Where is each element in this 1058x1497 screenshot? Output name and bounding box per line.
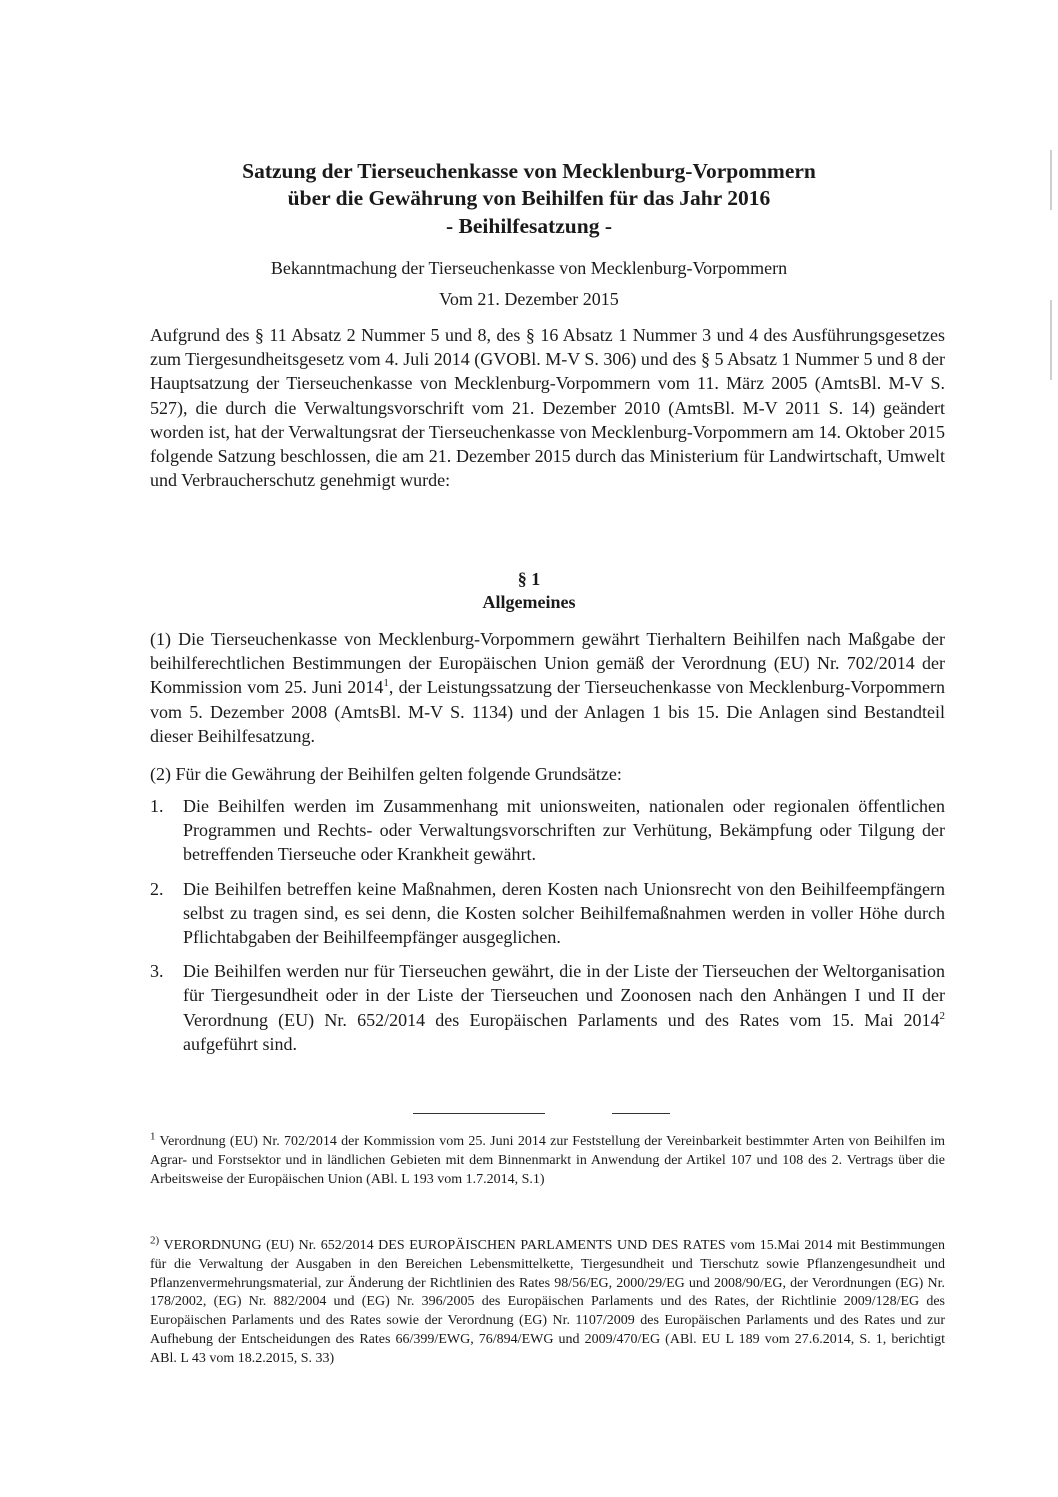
footnote-separator xyxy=(612,1113,670,1114)
list-item-text-b: aufgeführt sind. xyxy=(183,1033,297,1054)
paragraph-2: (2) Für die Gewährung der Beihilfen gelten folgende Grundsätze: xyxy=(150,764,622,784)
paragraph-1-text-a: (1) Die Tierseuchenkasse von Mecklenburg-Vorpommern gewährt Tierhaltern Beihilfen nach Maßgabe der beihilferechtlichen Bestimmungen der Europäischen Union gemäß der Verordnung (EU) Nr. 702/2014 der Kommission vom 25. Juni 2014 xyxy=(150,629,945,698)
paragraph-1-text-b: , der Leistungssatzung der Tierseuchenkasse von Mecklenburg-Vorpommern vom 5. Dezember 2008 (AmtsBl. M-V S. 1134) und der Anlagen 1 bis 15. Die Anlagen sind Bestandteil dieser Beihilfesatzung. xyxy=(150,677,945,746)
list-item-number: 1. xyxy=(150,796,164,816)
paragraph-1 xyxy=(150,627,945,748)
list-item-text: Die Beihilfen betreffen keine Maßnahmen, deren Kosten nach Unionsrecht von den Beihilfeempfängern selbst zu tragen sind, es sei denn, die Kosten solcher Beihilfemaßnahmen werden in voller Höhe durch Pflichtabgaben der Beihilfeempfänger ausgeglichen. xyxy=(183,878,945,948)
list-item-text: Die Beihilfen werden im Zusammenhang mit unionsweiten, nationalen oder regionalen öffentlichen Programmen und Rechts- oder Verwaltungsvorschriften zur Verhütung, Bekämpfung oder Tilgung der betreffenden Tierseuche oder Krankheit gewährt. xyxy=(183,796,945,865)
footnote-2-mark: 2) xyxy=(150,1234,160,1247)
list-item-text xyxy=(183,959,945,1056)
preamble: Aufgrund des § 11 Absatz 2 Nummer 5 und 8, des § 16 Absatz 1 Nummer 3 und 4 des Ausführungsgesetzes zum Tiergesundheitsgesetz vom 4. Juli 2014 (GVOBl. M-V S. 306) und des § 5 Absatz 1 Nummer 5 und 8 der Hauptsatzung der Tierseuchenkasse von Mecklenburg-Vorpommern vom 11. März 2005 (AmtsBl. M-V S. 527), die durch die Verwaltungsvorschrift vom 21. Dezember 2010 (AmtsBl. M-V 2011 S. 14) geändert worden ist, hat der Verwaltungsrat der Tierseuchenkasse von Mecklenburg-Vorpommern am 14. Oktober 2015 folgende Satzung beschlossen, die am 21. Dezember 2015 durch das Ministerium für Landwirtschaft, Umwelt und Verbraucherschutz genehmigt wurde: xyxy=(150,325,945,491)
footnote-1 xyxy=(150,1130,945,1189)
list-item xyxy=(150,794,945,867)
footnote-separator xyxy=(413,1113,545,1114)
title-line-3: - Beihilfesatzung - xyxy=(445,214,613,238)
principles-list xyxy=(150,794,945,1056)
footnote-1-text: Verordnung (EU) Nr. 702/2014 der Kommission vom 25. Juni 2014 zur Feststellung der Vereinbarkeit bestimmter Arten von Beihilfen im Agrar- und Forstsektor und in ländlichen Gebieten mit dem Binnenmarkt in Anwendung der Artikel 107 und 108 des 2. Vertrags über die Arbeitsweise der Europäischen Union (ABl. L 193 vom 1.7.2014, S.1) xyxy=(150,1134,945,1187)
list-item xyxy=(150,959,945,1056)
list-item-number: 3. xyxy=(150,961,164,982)
scan-edge-mark xyxy=(1050,300,1052,380)
footnote-2 xyxy=(150,1234,945,1369)
footnote-1-mark: 1 xyxy=(150,1130,156,1143)
footnote-ref-2: 2 xyxy=(939,1009,945,1022)
list-item-text-a: Die Beihilfen werden nur für Tierseuchen gewährt, die in der Liste der Tierseuchen der Weltorganisation für Tiergesundheit oder in der Liste der Tierseuchen und Zoonosen nach den Anhängen I und II der Verordnung (EU) Nr. 652/2014 des Europäischen Parlaments und des Rates vom 15. Mai 2014 xyxy=(183,961,945,1030)
title-line-2: über die Gewährung von Beihilfen für das Jahr 2016 xyxy=(287,186,771,210)
section-number: § 1 xyxy=(517,569,541,589)
list-item xyxy=(150,877,945,950)
title-line-1: Satzung der Tierseuchenkasse von Mecklenburg-Vorpommern xyxy=(242,159,816,183)
document-date: Vom 21. Dezember 2015 xyxy=(439,289,619,309)
footnote-ref-1: 1 xyxy=(383,677,389,690)
announcement: Bekanntmachung der Tierseuchenkasse von Mecklenburg-Vorpommern xyxy=(270,258,788,278)
footnote-2-text: VERORDNUNG (EU) Nr. 652/2014 DES EUROPÄISCHEN PARLAMENTS UND DES RATES vom 15.Mai 2014 mit Bestimmungen für die Verwaltung der Ausgaben in den Bereichen Lebensmittelkette, Tiergesundheit und Tierschutz sowie Pflanzengesundheit und Pflanzenvermehrungsmaterial, zur Änderung der Richtlinien des Rates 98/56/EG, 2000/29/EG und 2008/90/EG, der Verordnungen (EG) Nr. 178/2002, (EG) Nr. 882/2004 und (EG) Nr. 396/2005 des Europäischen Parlaments und des Rates, der Richtlinie 2009/128/EG des Europäischen Parlaments und des Rates sowie der Verordnung (EG) Nr. 1107/2009 des Europäischen Parlaments und des Rates und zur Aufhebung der Entscheidungen des Rates 66/399/EWG, 76/894/EWG und 2009/470/EG (ABl. EU L 189 vom 27.6.2014, S. 1, berichtigt ABl. L 43 vom 18.2.2015, S. 33) xyxy=(150,1238,945,1366)
section-heading: Allgemeines xyxy=(482,592,576,612)
list-item-number: 2. xyxy=(150,878,164,899)
